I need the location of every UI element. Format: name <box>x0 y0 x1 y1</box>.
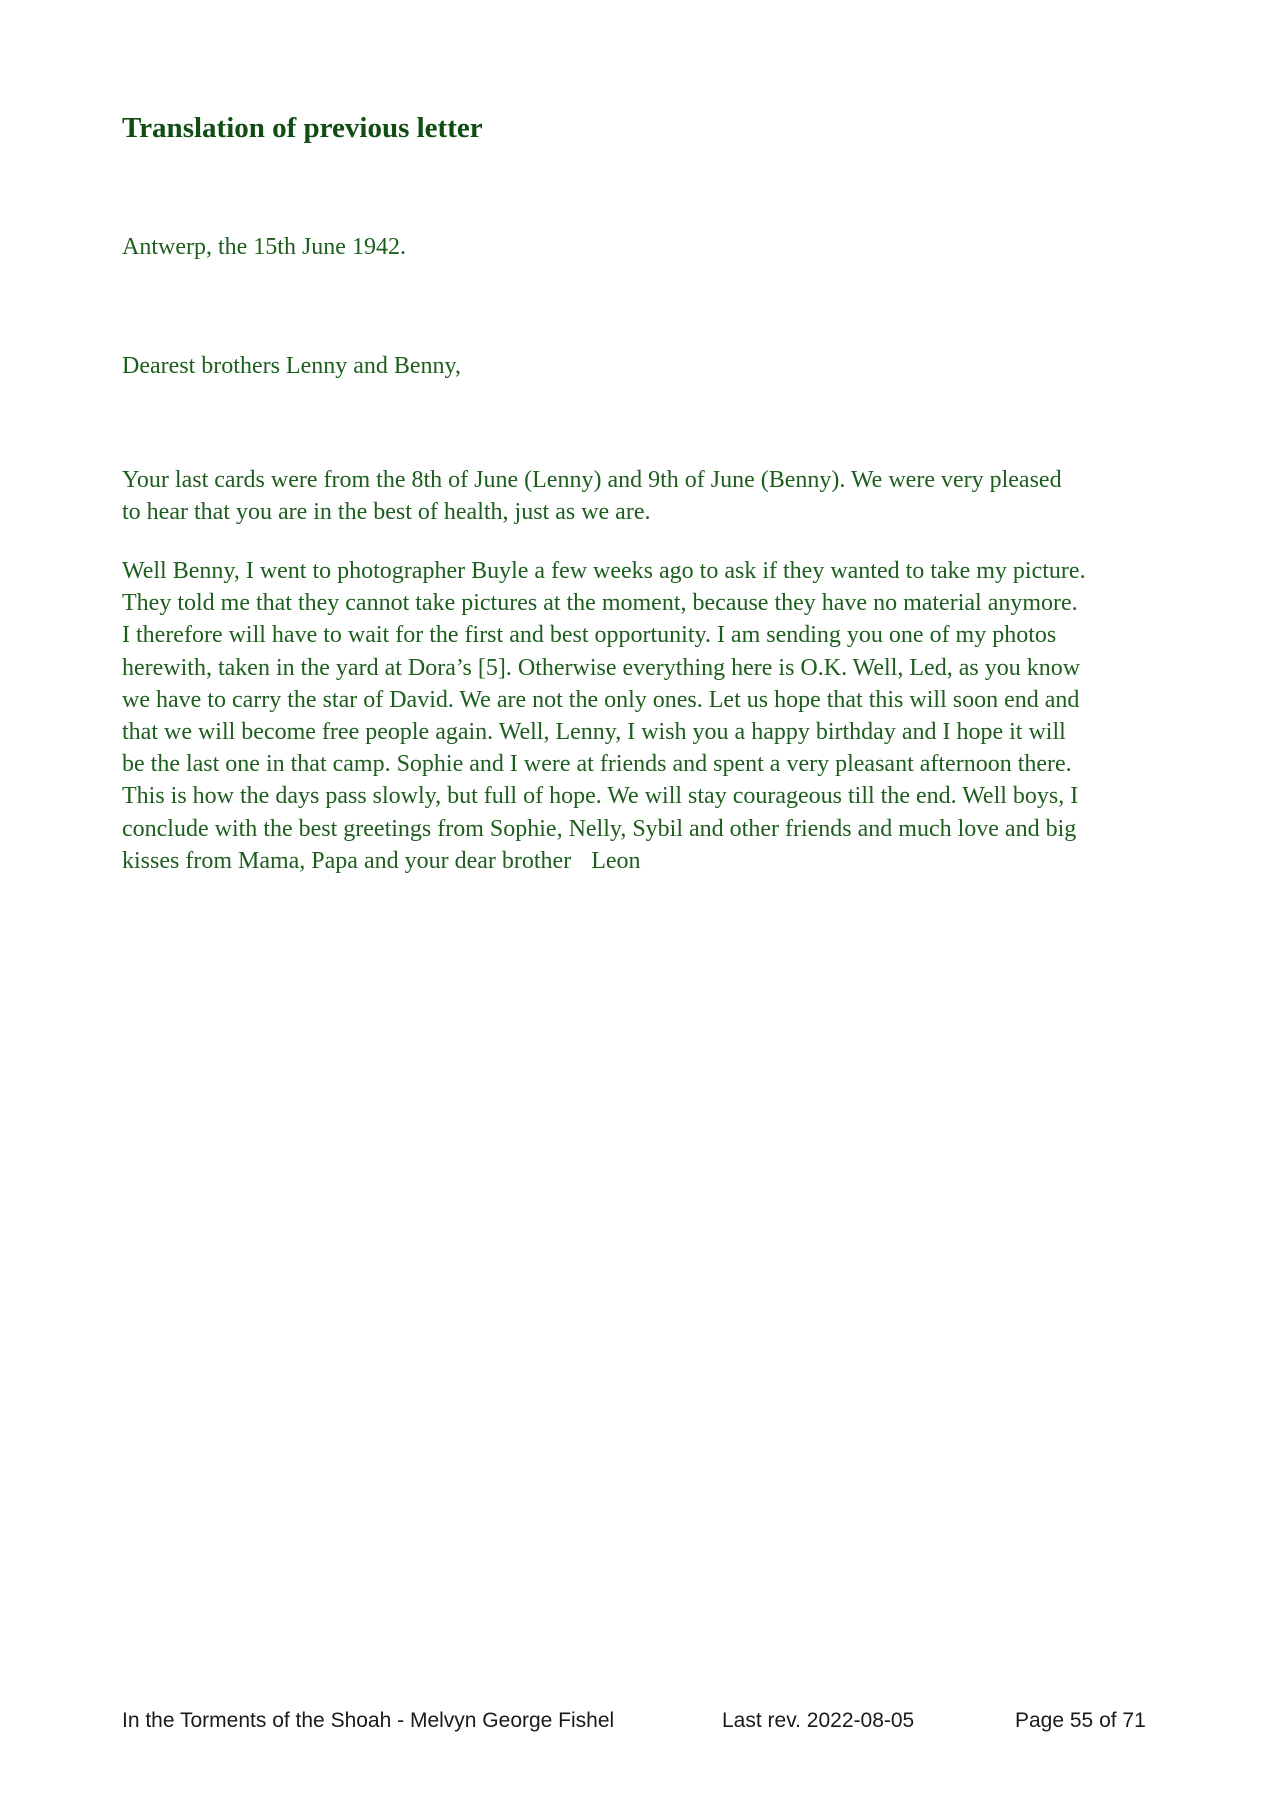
paragraph-line: Well Benny, I went to photographer Buyle a few weeks ago to ask if they wanted to take my picture. <box>122 558 1086 584</box>
paragraph-line: that we will become free people again. Well, Lenny, I wish you a happy birthday and I hope it will <box>122 719 1066 746</box>
paragraph-line: herewith, taken in the yard at Dora’s [5]. Otherwise everything here is O.K. Well, Led, as you know <box>122 654 1081 681</box>
closing-text: kisses from Mama, Papa and your dear brother <box>122 847 572 874</box>
letter-date: Antwerp, the 15th June 1942. <box>122 234 406 260</box>
paragraph-line: be the last one in that camp. Sophie and I were at friends and spent a very pleasant afternoon there. <box>122 751 1072 778</box>
signature-name: Leon <box>591 847 641 874</box>
footer-page-number: Page 55 of 71 <box>1015 1709 1146 1732</box>
footer-book-title: In the Torments of the Shoah - Melvyn George Fishel <box>122 1709 615 1732</box>
paragraph-line: to hear that you are in the best of health, just as we are. <box>122 499 651 526</box>
letter-paragraph-2 <box>122 555 1172 877</box>
letter-paragraph-1 <box>122 464 1172 528</box>
paragraph-line: This is how the days pass slowly, but full of hope. We will stay courageous till the end. Well boys, I <box>122 783 1079 810</box>
letter-salutation: Dearest brothers Lenny and Benny, <box>122 353 461 379</box>
paragraph-line: They told me that they cannot take pictures at the moment, because they have no material anymore. <box>122 590 1078 617</box>
footer-revision: Last rev. 2022-08-05 <box>722 1709 915 1732</box>
paragraph-line: we have to carry the star of David. We are not the only ones. Let us hope that this will soon end and <box>122 686 1080 713</box>
paragraph-line: I therefore will have to wait for the first and best opportunity. I am sending you one of my photos <box>122 622 1057 649</box>
paragraph-line: Your last cards were from the 8th of June (Lenny) and 9th of June (Benny). We were very pleased <box>122 467 1062 493</box>
closing-line <box>122 845 1172 877</box>
page-heading: Translation of previous letter <box>122 112 483 144</box>
paragraph-line: conclude with the best greetings from Sophie, Nelly, Sybil and other friends and much love and big <box>122 815 1077 842</box>
